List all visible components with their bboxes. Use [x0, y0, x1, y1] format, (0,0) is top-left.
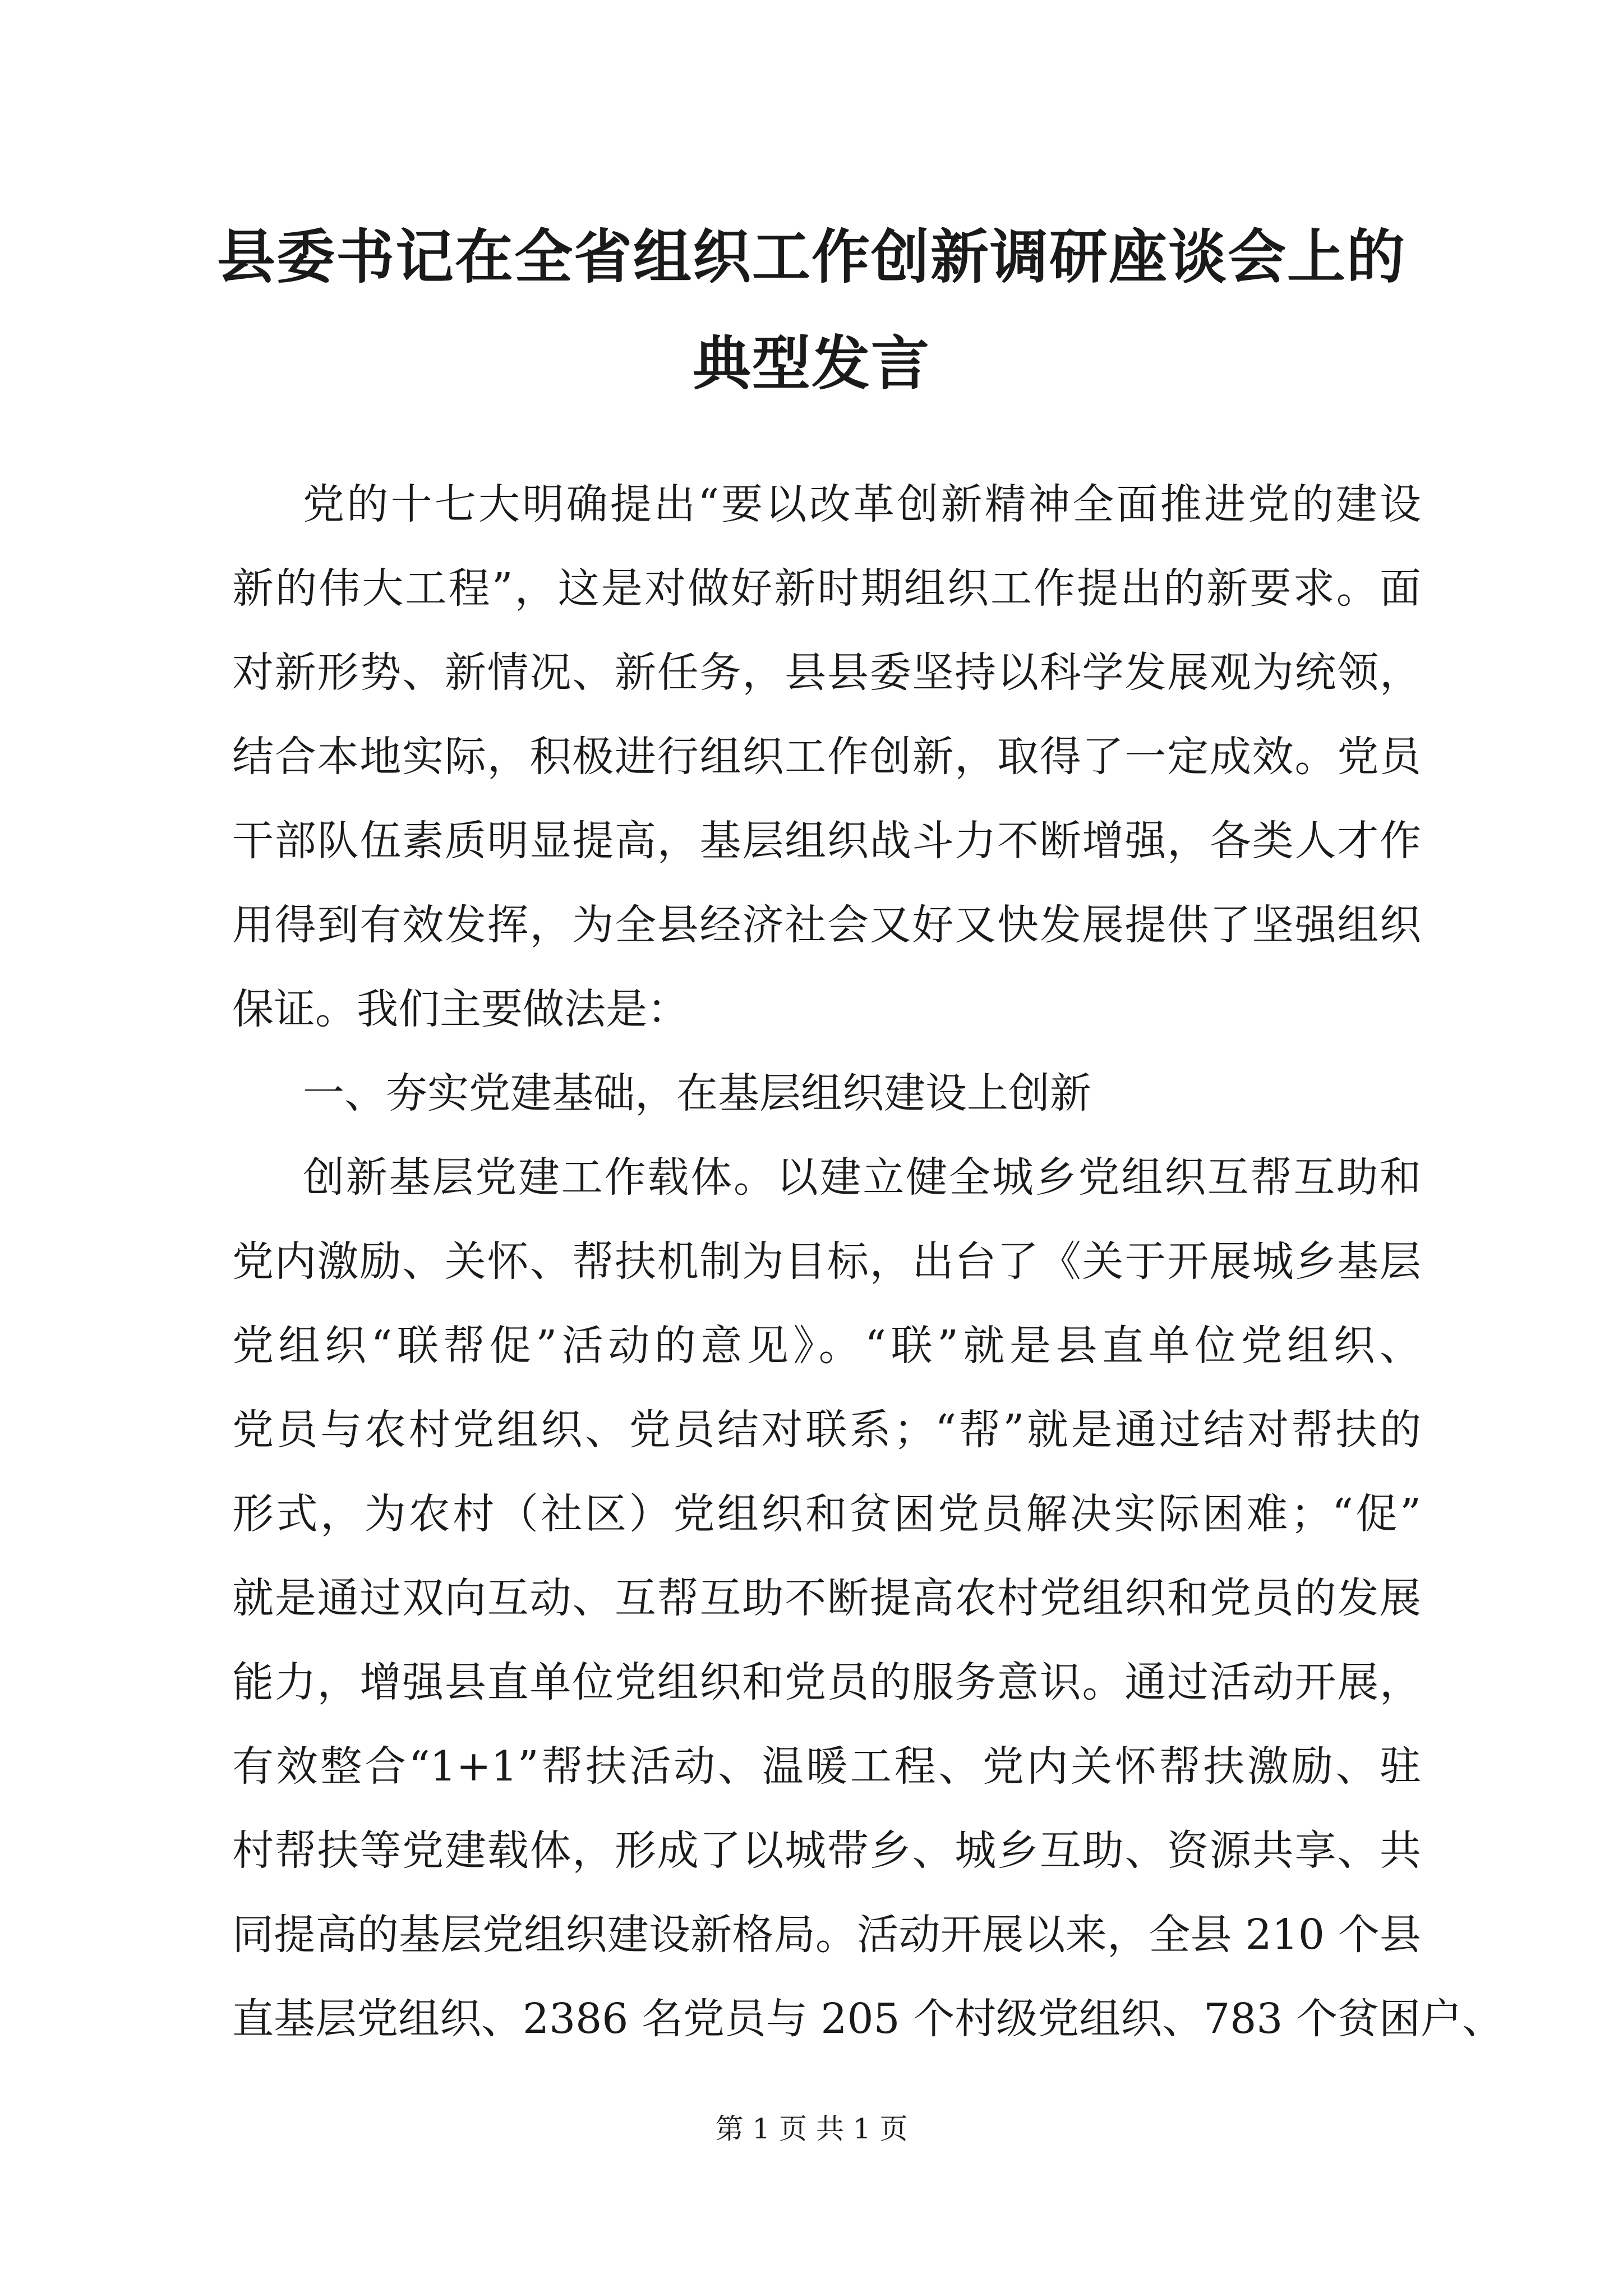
- body-line: 创新基层党建工作载体。以建立健全城乡党组织互帮互助和: [303, 1153, 1421, 1202]
- body-line: 能力，增强县直单位党组织和党员的服务意识。通过活动开展，: [232, 1658, 1421, 1706]
- body-line: 直基层党组织、2386 名党员与 205 个村级党组织、783 个贫困户、: [232, 1995, 1504, 2043]
- body-line: 村帮扶等党建载体，形成了以城带乡、城乡互助、资源共享、共: [232, 1826, 1421, 1875]
- document-title-line-1: 县委书记在全省组织工作创新调研座谈会上的: [216, 222, 1406, 291]
- body-line: 党的十七大明确提出“要以改革创新精神全面推进党的建设: [303, 480, 1421, 528]
- body-line: 同提高的基层党组织建设新格局。活动开展以来，全县 210 个县: [232, 1911, 1421, 1959]
- body-line: 党员与农村党组织、党员结对联系；“帮”就是通过结对帮扶的: [232, 1406, 1421, 1454]
- body-line: 新的伟大工程”，这是对做好新时期组织工作提出的新要求。面: [232, 564, 1421, 613]
- body-line: 用得到有效发挥，为全县经济社会又好又快发展提供了坚强组织: [232, 901, 1421, 949]
- body-line: 党内激励、关怀、帮扶机制为目标，出台了《关于开展城乡基层: [232, 1237, 1421, 1286]
- body-line: 有效整合“1+1”帮扶活动、温暖工程、党内关怀帮扶激励、驻: [232, 1742, 1421, 1791]
- page-number-footer: 第 1 页 共 1 页: [715, 2113, 908, 2145]
- body-line: 干部队伍素质明显提高，基层组织战斗力不断增强，各类人才作: [232, 817, 1421, 865]
- section-heading: 一、夯实党建基础，在基层组织建设上创新: [303, 1069, 1091, 1117]
- body-line: 形式，为农村（社区）党组织和贫困党员解决实际困难；“促”: [232, 1490, 1421, 1538]
- body-line: 党组织“联帮促”活动的意见》。“联”就是县直单位党组织、: [232, 1322, 1421, 1370]
- body-line: 就是通过双向互动、互帮互助不断提高农村党组织和党员的发展: [232, 1574, 1421, 1622]
- body-line: 对新形势、新情况、新任务，县县委坚持以科学发展观为统领，: [232, 648, 1421, 697]
- body-line: 保证。我们主要做法是：: [232, 985, 689, 1033]
- document-title-line-2: 典型发言: [692, 329, 930, 398]
- body-line: 结合本地实际，积极进行组织工作创新，取得了一定成效。党员: [232, 733, 1421, 781]
